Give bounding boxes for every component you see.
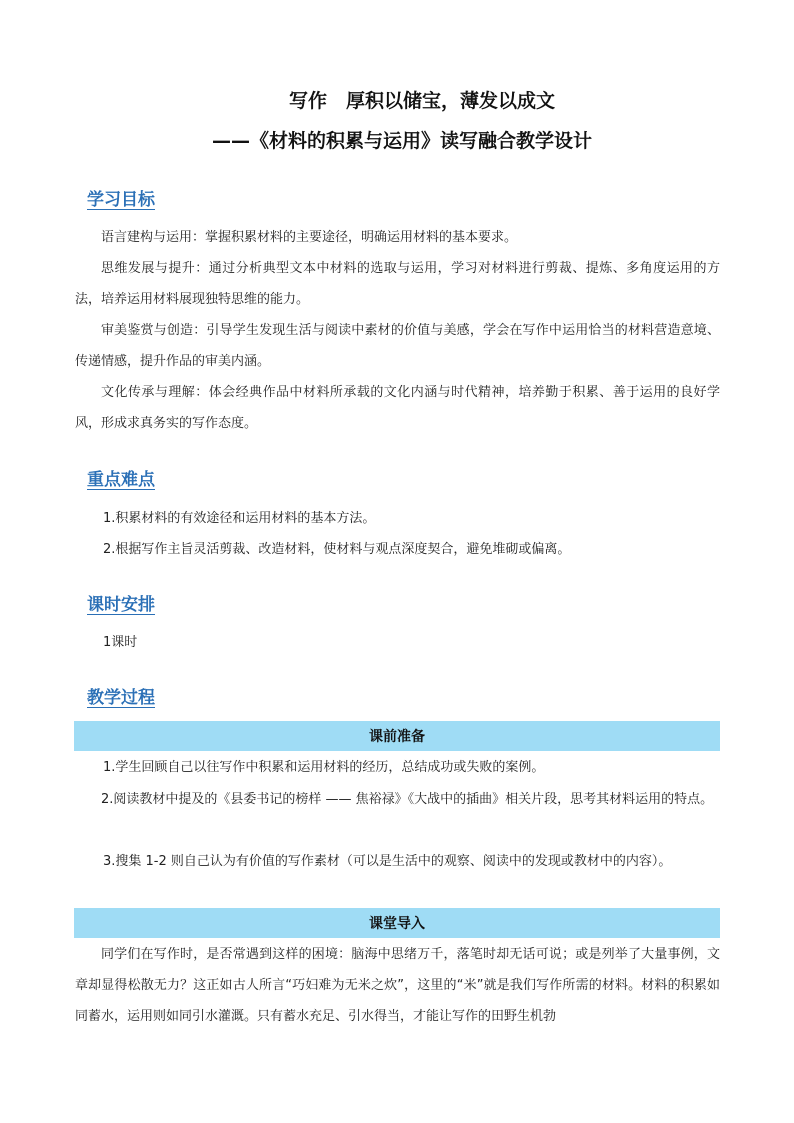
subsection-band-prep: 课前准备 [74,721,720,751]
keypoint-item: 2.根据写作主旨灵活剪裁、改造材料，使材料与观点深度契合，避免堆砌或偏离。 [103,542,571,557]
section-heading-schedule: 课时安排 [87,595,155,615]
schedule-text: 1课时 [103,635,138,650]
goal-item: 审美鉴赏与创造：引导学生发现生活与阅读中素材的价值与美感，学会在写作中运用恰当的材料营造意境、传递情感，提升作品的审美内涵。 [75,323,720,369]
goal-item: 语言建构与运用：掌握积累材料的主要途径，明确运用材料的基本要求。 [101,230,518,245]
prep-item: 2.阅读教材中提及的《县委书记的榜样 —— 焦裕禄》《大战中的插曲》相关片段，思考其材料运用的特点。 [101,792,714,807]
prep-item: 1.学生回顾自己以往写作中积累和运用材料的经历，总结成功或失败的案例。 [103,760,545,775]
document-subtitle: ——《材料的积累与运用》读写融合教学设计 [211,130,592,152]
goal-item: 文化传承与理解：体会经典作品中材料所承载的文化内涵与时代精神，培养勤于积累、善于运用的良好学风，形成求真务实的写作态度。 [75,385,720,431]
goal-item: 思维发展与提升：通过分析典型文本中材料的选取与运用，学习对材料进行剪裁、提炼、多角度运用的方法，培养运用材料展现独特思维的能力。 [75,261,720,307]
prep-item: 3.搜集 1-2 则自己认为有价值的写作素材（可以是生活中的观察、阅读中的发现或教材中的内容）。 [103,854,672,869]
keypoint-item: 1.积累材料的有效途径和运用材料的基本方法。 [103,511,376,526]
intro-paragraph: 同学们在写作时，是否常遇到这样的困境：脑海中思绪万千，落笔时却无话可说；或是列举了大量事例，文章却显得松散无力？这正如古人所言“巧妇难为无米之炊”，这里的“米”就是我们写作所需的材料。材料的积累如同蓄水，运用则如同引水灌溉。只有蓄水充足、引水得当，才能让写作的田野生机勃 [75,947,720,1024]
section-heading-process: 教学过程 [87,688,155,708]
section-heading-goals: 学习目标 [87,190,155,210]
subsection-band-intro: 课堂导入 [74,908,720,938]
document-title: 写作 厚积以储宝，薄发以成文 [288,90,555,112]
section-heading-keypoints: 重点难点 [87,470,155,490]
